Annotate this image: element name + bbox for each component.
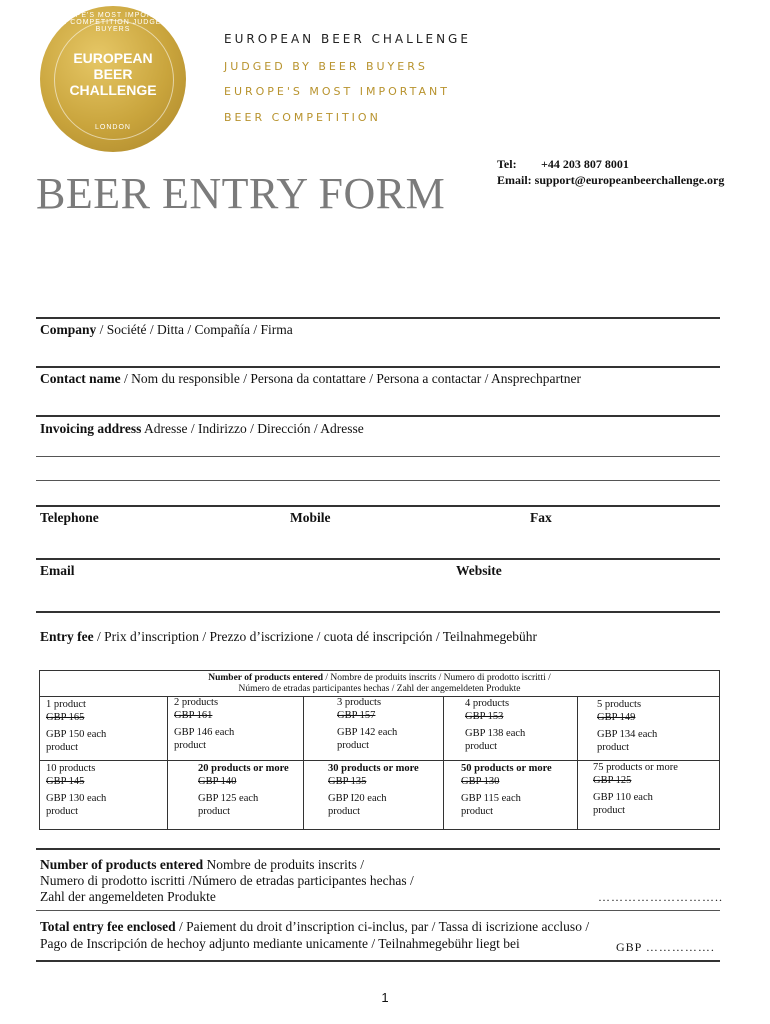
fee-cell: 3 products GBP 157 GBP 142 each product (337, 697, 398, 751)
logo-line-2: BEER (93, 66, 133, 82)
phone-field-line[interactable] (36, 558, 720, 560)
page-title: BEER ENTRY FORM (36, 169, 446, 218)
invoicing-field-line-3[interactable] (36, 505, 720, 507)
logo-line-1: EUROPEAN (73, 50, 153, 66)
header-line-2: JUDGED BY BEER BUYERS (224, 60, 428, 73)
contact-name-field-line[interactable] (36, 415, 720, 417)
header-line-1: EUROPEAN BEER CHALLENGE (224, 32, 471, 46)
total-fee-label: Total entry fee enclosed / Paiement du droit d’inscription ci-inclus, par / Tassa di iscrizione accluso / Pago de Inscripción de hechoy adjunto mediante unicamente / Teilnahmegebühr liegt bei (40, 919, 590, 951)
total-fee-input[interactable]: GBP ……………. (616, 940, 715, 954)
tel-label: Tel: (497, 157, 517, 171)
products-entered-label: Number of products entered Nombre de produits inscrits / Numero di prodotto iscritti /Número de etradas participantes hechas / Zahl der angemeldeten Produkte (40, 857, 414, 904)
fee-cell: 50 products or more GBP 130 GBP 115 each product (461, 763, 552, 817)
fee-cell: 10 products GBP 145 GBP 130 each product (46, 763, 107, 817)
divider (36, 910, 720, 911)
fee-cell: 20 products or more GBP 140 GBP 125 each product (198, 763, 289, 817)
website-label: Website (456, 563, 502, 578)
email-label-field: Email (40, 563, 75, 578)
entry-fee-table (39, 670, 720, 830)
fee-cell: 1 product GBP 165 GBP 150 each product (46, 699, 107, 753)
fee-cell: 4 products GBP 153 GBP 138 each product (465, 698, 526, 752)
table-column-divider (303, 696, 304, 829)
fee-cell: 2 products GBP 161 GBP 146 each product (174, 697, 235, 751)
divider (36, 317, 720, 319)
fee-cell: 30 products or more GBP 135 GBP I20 each product (328, 763, 419, 817)
contact-name-label: Contact name / Nom du responsible / Persona da contattare / Persona a contactar / Ansprechpartner (40, 371, 581, 386)
email-field-line[interactable] (36, 611, 720, 613)
company-field-line[interactable] (36, 366, 720, 368)
table-column-divider (443, 696, 444, 829)
fee-cell: 75 products or more GBP 125 GBP 110 each product (593, 762, 678, 816)
fee-table-header: Number of products entered / Nombre de produits inscrits / Numero di prodotto iscritti / Número de etradas participantes hechas / Zahl der angemeldeten Produkte (208, 673, 551, 694)
mobile-label: Mobile (290, 510, 331, 525)
contact-info (497, 156, 724, 188)
email-value: support@europeanbeerchallenge.org (534, 173, 725, 187)
email-label: Email: (497, 173, 532, 187)
logo-line-3: CHALLENGE (69, 82, 157, 98)
fee-cell: 5 products GBP 149 GBP 134 each product (597, 699, 658, 753)
invoicing-field-line-2[interactable] (36, 480, 720, 481)
telephone-label: Telephone (40, 510, 99, 525)
table-column-divider (167, 696, 168, 829)
divider (36, 848, 720, 850)
company-label: Company / Société / Ditta / Compañía / Firma (40, 322, 293, 337)
header-line-3: EUROPE'S MOST IMPORTANT (224, 85, 450, 98)
header-line-4: BEER COMPETITION (224, 111, 381, 124)
tel-value: +44 203 807 8001 (541, 157, 629, 171)
invoicing-address-label: Invoicing address Adresse / Indirizzo / Dirección / Adresse (40, 421, 364, 436)
logo-ring-text: EUROPE'S MOST IMPORTANT BEER COMPETITION JUDGED BY BUYERS (44, 12, 182, 33)
entry-fee-label: Entry fee / Prix d’inscription / Prezzo d’iscrizione / cuota dé inscripción / Teilnahmegebühr (40, 629, 538, 644)
invoicing-field-line-1[interactable] (36, 456, 720, 457)
competition-logo (40, 6, 186, 152)
products-entered-input[interactable]: ……………………….. (598, 890, 723, 904)
fax-label: Fax (530, 510, 552, 525)
table-column-divider (577, 696, 578, 829)
logo-city: LONDON (95, 124, 131, 131)
page-number: 1 (381, 990, 389, 1005)
divider (36, 960, 720, 962)
